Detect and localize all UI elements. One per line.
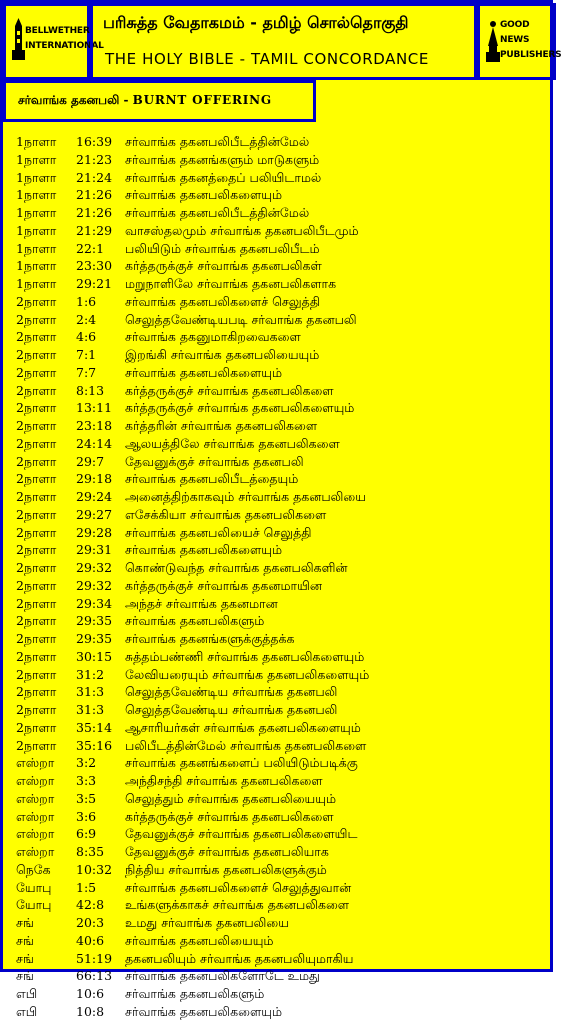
topic-heading-box: [3, 80, 316, 122]
entry-verse-text: சர்வாங்க தகனபலிகளையும்: [125, 364, 283, 380]
entry-reference: 3:2: [76, 755, 97, 771]
entry-book: யோபு: [16, 879, 52, 895]
entry-reference: 10:8: [76, 1003, 105, 1019]
entry-book: 2நாளா: [16, 453, 57, 469]
entry-reference: 7:1: [76, 347, 97, 362]
entry-verse-text: செலுத்தவேண்டியபடி சர்வாங்க தகனபலி: [125, 311, 357, 327]
entry-verse-text: செலுத்தவேண்டிய சர்வாங்க தகனபலி: [125, 702, 338, 717]
concordance-entry: [16, 205, 546, 223]
topic-tamil: சர்வாங்க தகனபலி: [18, 93, 120, 107]
entry-verse-text: எசேக்கியா சர்வாங்க தகனபலிகளை: [125, 506, 327, 522]
entry-reference: 29:7: [76, 453, 105, 469]
topic-heading: [18, 93, 272, 109]
entry-book: எஸ்றா: [16, 773, 55, 788]
entry-reference: 21:24: [76, 169, 113, 185]
entry-book: 2நாளா: [16, 471, 57, 487]
entry-book: எஸ்றா: [16, 790, 55, 806]
entry-book: 2நாளா: [16, 347, 57, 362]
entry-reference: 8:35: [76, 844, 105, 859]
concordance-entry: [16, 329, 546, 347]
concordance-entry: [16, 933, 546, 951]
entry-book: 2நாளா: [16, 631, 57, 646]
entry-book: 2நாளா: [16, 364, 57, 380]
entry-verse-text: கர்த்தரின் சர்வாங்க தகனபலிகளை: [125, 418, 318, 433]
concordance-entry: [16, 418, 546, 436]
entry-book: 2நாளா: [16, 666, 57, 682]
concordance-entry: [16, 826, 546, 844]
entry-reference: 3:5: [76, 790, 97, 806]
entry-book: 1நாளா: [16, 258, 57, 274]
concordance-entry: [16, 631, 546, 649]
good-news-logo: [486, 18, 561, 63]
entry-book: சங்: [16, 968, 34, 984]
entry-book: 2நாளா: [16, 613, 57, 629]
entry-book: 2நாளா: [16, 648, 57, 664]
title-tamil: பரிசுத்த வேதாகமம் - தமிழ் சொல்தொகுதி: [103, 13, 409, 32]
entry-book: 2நாளா: [16, 418, 57, 433]
entry-reference: 1:6: [76, 293, 97, 309]
concordance-entry: [16, 152, 546, 170]
publisher-logo-left: [3, 3, 104, 80]
title-banner: [90, 3, 477, 80]
entry-verse-text: வாசஸ்தலமும் சர்வாங்க தகனபலிபீடமும்: [125, 222, 359, 238]
concordance-entry: [16, 862, 546, 880]
entry-verse-text: உங்களுக்காகச் சர்வாங்க தகனபலிகளை: [125, 897, 350, 913]
entry-verse-text: கர்த்தருக்குச் சர்வாங்க தகனபலிகளை: [125, 808, 334, 824]
concordance-entry: [16, 383, 546, 401]
entry-book: யோபு: [16, 897, 52, 913]
concordance-entry: [16, 809, 546, 827]
entry-verse-text: லேவியரையும் சர்வாங்க தகனபலிகளையும்: [125, 666, 370, 682]
entry-verse-text: உமது சர்வாங்க தகனபலியை: [125, 915, 289, 930]
entry-reference: 51:19: [76, 950, 113, 966]
entry-verse-text: செலுத்தும் சர்வாங்க தகனபலியையும்: [125, 790, 337, 806]
entry-book: 2நாளா: [16, 684, 57, 700]
concordance-entry: [16, 170, 546, 188]
concordance-entry: [16, 560, 546, 578]
entry-verse-text: ஆசாரியர்கள் சர்வாங்க தகனபலிகளையும்: [125, 719, 361, 735]
entry-verse-text: சர்வாங்க தகனங்களைப் பலியிடும்படிக்கு: [125, 755, 358, 771]
entry-reference: 29:28: [76, 524, 113, 540]
entry-verse-text: சுத்தம்பண்ணி சர்வாங்க தகனபலிகளையும்: [125, 648, 365, 664]
entry-book: 1நாளா: [16, 151, 57, 167]
entry-verse-text: சர்வாங்க தகனுமாகிறவைகளை: [125, 329, 301, 345]
publisher-left-line2: INTERNATIONAL: [25, 41, 104, 51]
entry-book: எஸ்றா: [16, 808, 55, 824]
entry-reference: 8:13: [76, 382, 105, 398]
concordance-entry: [16, 613, 546, 631]
entry-reference: 21:29: [76, 222, 113, 238]
entry-reference: 35:16: [76, 737, 113, 753]
concordance-entry: [16, 489, 546, 507]
entry-verse-text: சர்வாங்க தகனபலிகளைச் செலுத்தி: [125, 293, 321, 309]
entry-verse-text: பலியிடும் சர்வாங்க தகனபலிபீடம்: [125, 240, 320, 256]
entry-reference: 31:3: [76, 684, 105, 700]
concordance-entry: [16, 223, 546, 241]
entry-reference: 29:27: [76, 506, 113, 522]
entry-reference: 30:15: [76, 648, 113, 664]
entry-reference: 66:13: [76, 968, 113, 984]
entry-reference: 40:6: [76, 932, 105, 948]
entry-verse-text: அந்திசந்தி சர்வாங்க தகனபலிகளை: [125, 773, 323, 788]
entry-book: 1நாளா: [16, 187, 57, 203]
concordance-entry: [16, 400, 546, 418]
entry-verse-text: செலுத்தவேண்டிய சர்வாங்க தகனபலி: [125, 684, 338, 700]
concordance-entry: [16, 134, 546, 152]
entry-book: 1நாளா: [16, 240, 57, 256]
entry-book: 1நாளா: [16, 134, 57, 149]
entry-verse-text: சர்வாங்க தகனங்களுக்குத்தக்க: [125, 631, 295, 646]
entry-reference: 21:23: [76, 151, 113, 167]
entry-book: 2நாளா: [16, 542, 57, 558]
entry-book: எஸ்றா: [16, 844, 55, 859]
concordance-entry: [16, 454, 546, 472]
entry-verse-text: கர்த்தருக்குச் சர்வாங்க தகனமாயின: [125, 577, 322, 593]
entry-book: 2நாளா: [16, 577, 57, 593]
entry-verse-text: சர்வாங்க தகனபலிகளும்: [125, 986, 265, 1001]
entry-reference: 29:34: [76, 595, 113, 611]
entry-reference: 29:32: [76, 577, 113, 593]
topic-english: BURNT OFFERING: [132, 93, 272, 107]
entry-reference: 21:26: [76, 205, 113, 220]
entry-book: எபி: [16, 1003, 38, 1019]
entry-book: 2நாளா: [16, 719, 57, 735]
entry-verse-text: சர்வாங்க தகனபலிகளோடே உமது: [125, 968, 320, 984]
publisher-right-line1: GOOD NEWS: [500, 20, 530, 45]
entry-verse-text: கர்த்தருக்குச் சர்வாங்க தகனபலிகளையும்: [125, 400, 355, 416]
publisher-logo-right: [477, 3, 561, 80]
concordance-entry: [16, 596, 546, 614]
entry-book: 2நாளா: [16, 400, 57, 416]
entry-reference: 29:35: [76, 613, 113, 629]
concordance-entry: [16, 1004, 546, 1022]
entry-reference: 29:31: [76, 542, 113, 558]
concordance-entry: [16, 294, 546, 312]
entry-book: 1நாளா: [16, 276, 57, 291]
entry-verse-text: சர்வாங்க தகனபலிபீடத்தையும்: [125, 471, 299, 487]
entry-verse-text: சர்வாங்க தகனபலியைச் செலுத்தி: [125, 524, 312, 540]
statue-icon: [486, 20, 500, 62]
concordance-entry: [16, 347, 546, 365]
entry-verse-text: சர்வாங்க தகனங்களும் மாடுகளும்: [125, 151, 320, 167]
entry-book: நெகே: [16, 861, 51, 877]
entry-book: 2நாளா: [16, 382, 57, 398]
concordance-entry: [16, 738, 546, 756]
entry-verse-text: கர்த்தருக்குச் சர்வாங்க தகனபலிகள்: [125, 258, 322, 274]
publisher-left-line1: BELLWETHER: [25, 26, 90, 36]
entry-reference: 10:6: [76, 986, 105, 1001]
entry-reference: 10:32: [76, 861, 113, 877]
entry-book: சங்: [16, 915, 34, 930]
entry-verse-text: தேவனுக்குச் சர்வாங்க தகனபலி: [125, 453, 304, 469]
entry-reference: 29:24: [76, 489, 113, 504]
entry-reference: 23:18: [76, 418, 113, 433]
entry-book: 2நாளா: [16, 329, 57, 345]
entry-verse-text: தேவனுக்குச் சர்வாங்க தகனபலிகளையிட: [125, 826, 358, 842]
entry-verse-text: சர்வாங்க தகனபலிபீடத்தின்மேல்: [125, 205, 310, 220]
concordance-entry: [16, 241, 546, 259]
entry-reference: 42:8: [76, 897, 105, 913]
topic-separator: -: [119, 93, 133, 107]
entry-verse-text: சர்வாங்க தகனபலிகளும்: [125, 613, 265, 629]
concordance-entry: [16, 915, 546, 933]
title-english: THE HOLY BIBLE - TAMIL CONCORDANCE: [105, 50, 429, 68]
entry-book: 2நாளா: [16, 737, 57, 753]
concordance-entry: [16, 471, 546, 489]
entry-verse-text: அனைத்திற்காகவும் சர்வாங்க தகனபலியை: [125, 489, 366, 504]
entry-verse-text: சர்வாங்க தகனபலிகளையும்: [125, 542, 283, 558]
concordance-entry: [16, 507, 546, 525]
concordance-entry: [16, 720, 546, 738]
entry-verse-text: சர்வாங்க தகனபலிபீடத்தின்மேல்: [125, 134, 310, 149]
entry-reference: 4:6: [76, 329, 97, 345]
concordance-entry: [16, 365, 546, 383]
entry-verse-text: ஆலயத்திலே சர்வாங்க தகனபலிகளை: [125, 435, 340, 451]
entry-reference: 3:6: [76, 808, 97, 824]
concordance-entry: [16, 578, 546, 596]
concordance-entry: [16, 649, 546, 667]
entry-book: 2நாளா: [16, 311, 57, 327]
concordance-entry: [16, 755, 546, 773]
concordance-entry: [16, 312, 546, 330]
concordance-entry: [16, 542, 546, 560]
concordance-entry: [16, 525, 546, 543]
entry-reference: 29:35: [76, 631, 113, 646]
entry-reference: 20:3: [76, 915, 105, 930]
entry-reference: 31:3: [76, 702, 105, 717]
entry-reference: 31:2: [76, 666, 105, 682]
entry-book: 2நாளா: [16, 435, 57, 451]
bell-tower-icon: [12, 18, 25, 60]
entry-verse-text: மறுநாளிலே சர்வாங்க தகனபலிகளாக: [125, 276, 337, 291]
entry-reference: 23:30: [76, 258, 113, 274]
entry-book: 2நாளா: [16, 506, 57, 522]
publisher-right-line2: PUBLISHERS: [500, 50, 561, 60]
entry-reference: 35:14: [76, 719, 113, 735]
entry-book: 1நாளா: [16, 222, 57, 238]
entry-verse-text: கொண்டுவந்த சர்வாங்க தகனபலிகளின்: [125, 560, 348, 575]
entry-book: 2நாளா: [16, 524, 57, 540]
entry-book: 2நாளா: [16, 560, 57, 575]
entry-book: 2நாளா: [16, 489, 57, 504]
concordance-entry: [16, 276, 546, 294]
concordance-entry: [16, 968, 546, 986]
entry-book: எஸ்றா: [16, 755, 55, 771]
entry-verse-text: சர்வாங்க தகனத்தைப் பலியிடாமல்: [125, 169, 322, 185]
entry-reference: 3:3: [76, 773, 97, 788]
entry-reference: 6:9: [76, 826, 97, 842]
entry-verse-text: சர்வாங்க தகனபலிகளைச் செலுத்துவான்: [125, 879, 352, 895]
concordance-entry: [16, 986, 546, 1004]
concordance-entry: [16, 773, 546, 791]
concordance-entry: [16, 791, 546, 809]
entry-verse-text: தேவனுக்குச் சர்வாங்க தகனபலியாக: [125, 844, 329, 859]
entry-reference: 29:18: [76, 471, 113, 487]
entry-book: 1நாளா: [16, 205, 57, 220]
entry-verse-text: சர்வாங்க தகனபலியையும்: [125, 932, 274, 948]
concordance-entry: [16, 702, 546, 720]
entry-reference: 22:1: [76, 240, 105, 256]
entry-book: சங்: [16, 932, 34, 948]
entry-reference: 7:7: [76, 364, 97, 380]
concordance-entry: [16, 258, 546, 276]
entry-book: 2நாளா: [16, 293, 57, 309]
entry-reference: 16:39: [76, 134, 113, 149]
concordance-entry: [16, 667, 546, 685]
concordance-entry: [16, 880, 546, 898]
entry-verse-text: சர்வாங்க தகனபலிகளையும்: [125, 187, 283, 203]
entry-book: எஸ்றா: [16, 826, 55, 842]
entry-reference: 13:11: [76, 400, 113, 416]
entry-verse-text: கர்த்தருக்குச் சர்வாங்க தகனபலிகளை: [125, 382, 334, 398]
entry-book: 2நாளா: [16, 595, 57, 611]
concordance-list: [16, 134, 546, 1022]
concordance-entry: [16, 684, 546, 702]
entry-verse-text: இறங்கி சர்வாங்க தகனபலியையும்: [125, 347, 320, 362]
entry-verse-text: தகனபலியும் சர்வாங்க தகனபலியுமாகிய: [125, 950, 354, 966]
concordance-entry: [16, 436, 546, 454]
entry-verse-text: சர்வாங்க தகனபலிகளையும்: [125, 1003, 283, 1019]
entry-reference: 21:26: [76, 187, 113, 203]
entry-reference: 29:32: [76, 560, 113, 575]
entry-reference: 24:14: [76, 435, 113, 451]
concordance-entry: [16, 897, 546, 915]
entry-verse-text: பலிபீடத்தின்மேல் சர்வாங்க தகனபலிகளை: [125, 737, 367, 753]
concordance-entry: [16, 844, 546, 862]
entry-book: 2நாளா: [16, 702, 57, 717]
entry-reference: 29:21: [76, 276, 113, 291]
entry-verse-text: அந்தச் சர்வாங்க தகனமான: [125, 595, 278, 611]
entry-reference: 2:4: [76, 311, 97, 327]
entry-book: 1நாளா: [16, 169, 57, 185]
concordance-entry: [16, 951, 546, 969]
entry-book: எபி: [16, 986, 38, 1001]
entry-book: சங்: [16, 950, 34, 966]
entry-reference: 1:5: [76, 879, 97, 895]
concordance-entry: [16, 187, 546, 205]
entry-verse-text: நித்திய சர்வாங்க தகனபலிகளுக்கும்: [125, 861, 327, 877]
